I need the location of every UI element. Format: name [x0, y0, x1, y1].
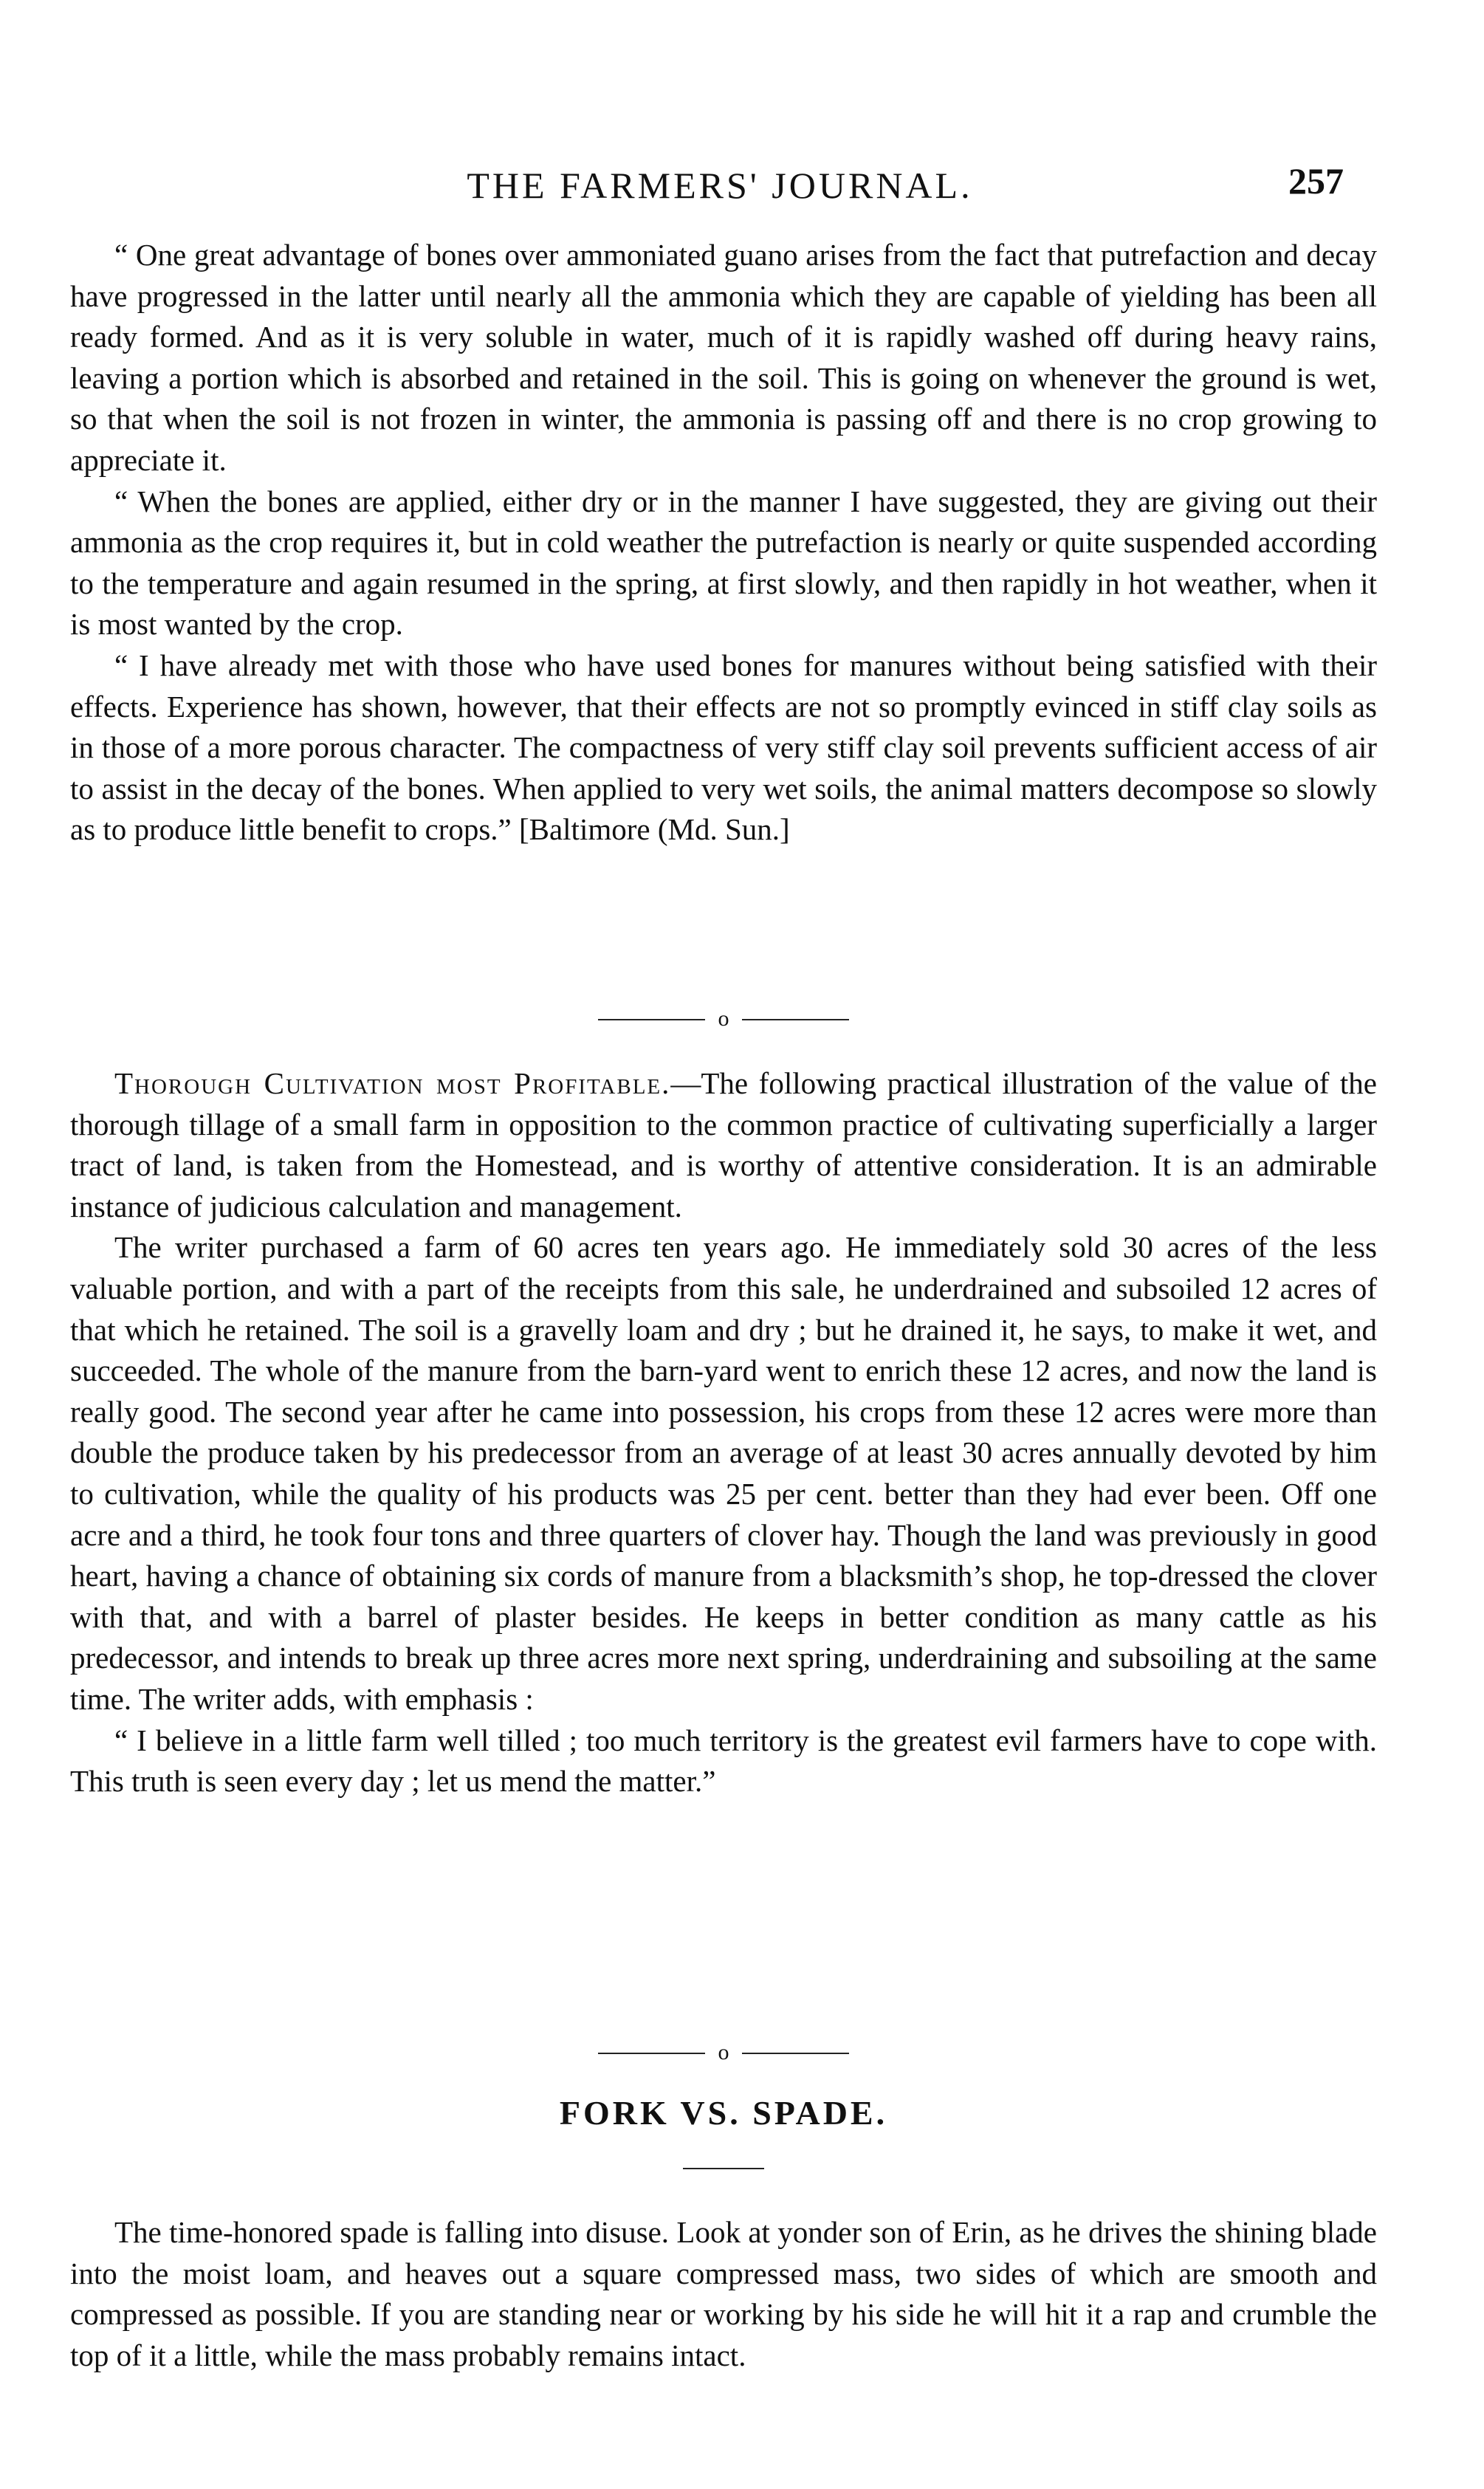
thorough-paragraph-2: The writer purchased a farm of 60 acres ten years ago. He immediately sold 30 acres of the less valuable portion, and with a part of the receipts from this sale, he underdrained and subsoiled 12 acres of that which he retained. The soil is a gravelly loam and dry ; but he drained it, he says, to make it wet, and succeeded. The whole of the manure from the barn-yard went to enrich these 12 acres, and now the land is really good. The second year after he came into possession, his crops from these 12 acres were more than double the produce taken by his predecessor from an average of at least 30 acres annually devoted by him to cultivation, while the quality of his products was 25 per cent. better than they had ever been. Off one acre and a third, he took four tons and three quarters of clover hay. Though the land was previously in good heart, having a chance of obtaining six cords of manure from a blacksmith’s shop, he top-dressed the clover with that, and with a barrel of plaster besides. He keeps in better condition as many cattle as his predecessor, and intends to break up three acres more next spring, underdraining and subsoiling at the same time. The writer adds, with emphasis :: [70, 1230, 1377, 1716]
separator-mark: o: [718, 1006, 729, 1031]
separator-mark: o: [718, 2040, 729, 2064]
bones-paragraph-2: “ When the bones are applied, either dry or in the manner I have suggested, they are giving out their ammonia as the crop requires it, but in cold weather the putrefaction is nearly or quite suspended according to the temperature and again resumed in the spring, at first slowly, and then rapidly in hot weather, when it is most wanted by the crop.: [70, 484, 1377, 642]
page-header: [96, 160, 1344, 216]
page-number: 257: [1288, 160, 1344, 202]
thorough-intro-paragraph: [70, 1063, 1377, 1227]
section-title: FORK VS. SPADE.: [559, 2094, 888, 2132]
thorough-cultivation-article: [70, 1063, 1377, 1802]
fork-paragraph-1: The time-honored spade is falling into disuse. Look at yonder son of Erin, as he drives the shining blade into the moist loam, and heaves out a square compressed mass, two sides of which are smooth and compressed as possible. If you are standing near or working by his side he will hit it a rap and crumble the top of it a little, while the mass probably remains intact.: [70, 2215, 1377, 2372]
fork-article: [70, 2093, 1377, 2376]
thorough-intro-text: —The following practical illustration of the value of the thorough tillage of a small farm in opposition to the common practice of cultivating superficially a larger tract of land, is taken from the Homestead, and is worthy of attentive consideration. It is an admirable instance of judicious calculation and management.: [70, 1066, 1377, 1223]
separator-2: [70, 2038, 1377, 2067]
bones-paragraph-3: “ I have already met with those who have used bones for manures without being satisfied with their effects. Experience has shown, however, that their effects are not so promptly evinced in stiff clay soils as in those of a more porous character. The compactness of very stiff clay soil prevents sufficient access of air to assist in the decay of the bones. When applied to very wet soils, the animal matters decompose so slowly as to produce little benefit to crops.” [Baltimore (Md. Sun.]: [70, 648, 1377, 847]
bones-article: [70, 235, 1377, 851]
article-heading: Thorough Cultivation most Profitable.: [114, 1066, 671, 1100]
bones-paragraph-1: “ One great advantage of bones over ammoniated guano arises from the fact that putrefaction and decay have progressed in the latter until nearly all the ammonia which they are capable of yielding has been all ready formed. And as it is very soluble in water, much of it is rapidly washed off during heavy rains, leaving a portion which is absorbed and retained in the soil. This is going on whenever the ground is wet, so that when the soil is not frozen in winter, the ammonia is passing off and there is no crop growing to appreciate it.: [70, 238, 1377, 477]
separator-1: [70, 1004, 1377, 1034]
thorough-paragraph-3: “ I believe in a little farm well tilled ; too much territory is the greatest evil farmers have to cope with. This truth is seen every day ; let us mend the matter.”: [70, 1723, 1377, 1799]
running-title: THE FARMERS' JOURNAL.: [467, 165, 973, 206]
